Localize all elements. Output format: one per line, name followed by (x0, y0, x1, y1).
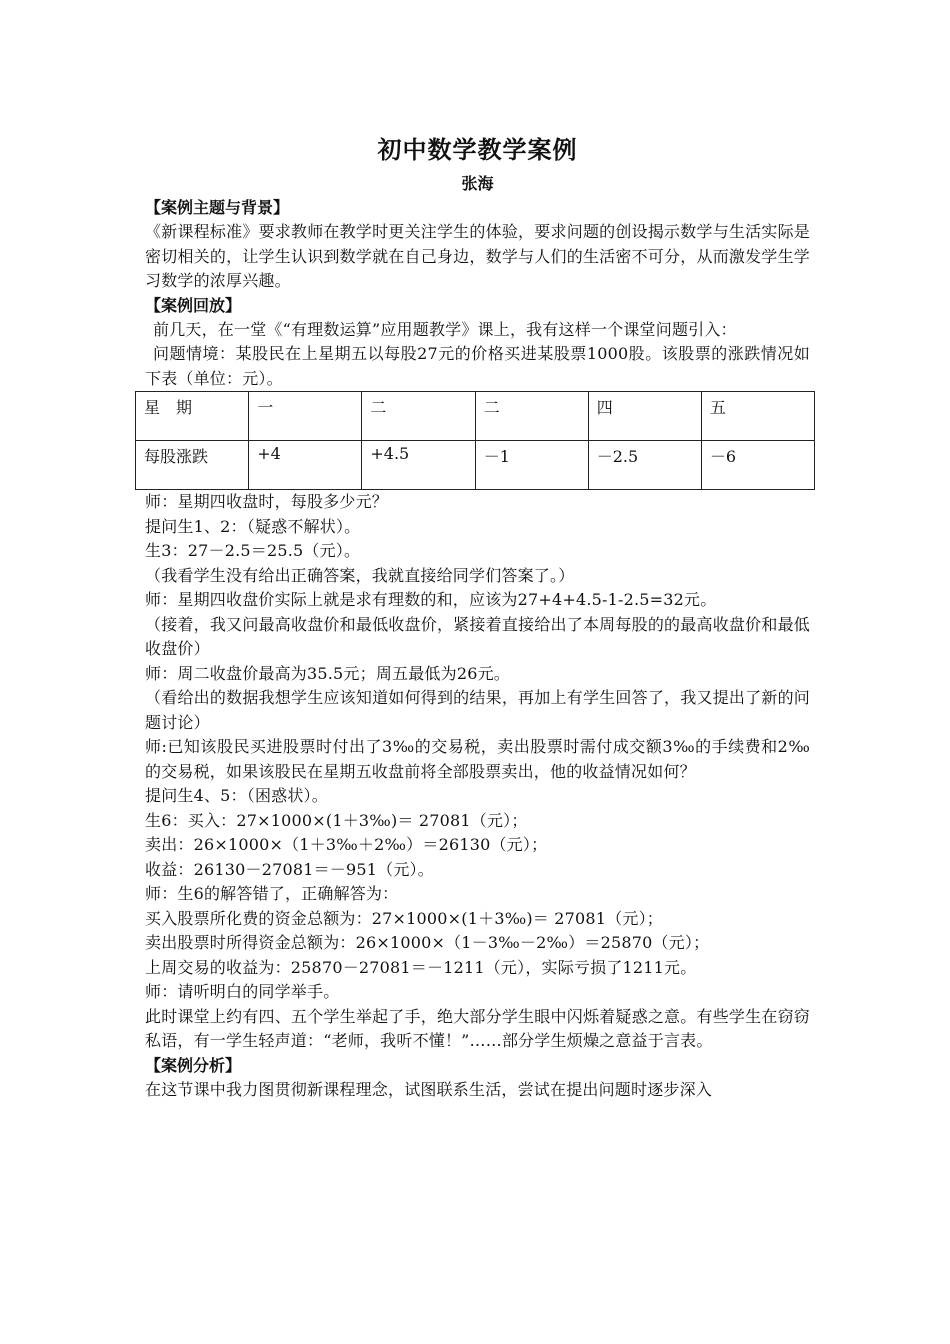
table-cell: +4.5 (362, 441, 475, 490)
table-cell: 二 (475, 392, 588, 441)
table-cell: －2.5 (588, 441, 701, 490)
dialogue-line: 收益：26130－27081＝－951（元）。 (145, 859, 434, 879)
table-cell: －1 (475, 441, 588, 490)
dialogue-line: （我看学生没有给出正确答案，我就直接给同学们答案了。） (145, 565, 575, 585)
dialogue-line: 师：生6的解答错了，正确解答为： (145, 884, 399, 903)
dialogue-line: 买入股票所化费的资金总额为：27×1000×(1＋3‰)＝ 27081（元）； (145, 908, 663, 928)
dialogue-line: 生3：27－2.5＝25.5（元）。 (145, 541, 361, 560)
stock-change-table (135, 391, 815, 490)
section-heading-analysis: 【案例分析】 (145, 1055, 242, 1075)
document-title: 初中数学教学案例 (377, 136, 578, 164)
dialogue-line: 提问生1、2：（疑惑不解状）。 (145, 516, 361, 536)
dialogue-line: 上周交易的收益为：25870－27081＝－1211（元），实际亏损了1211元。 (145, 957, 697, 977)
table-cell: +4 (249, 441, 362, 490)
dialogue-line: 师：星期四收盘价实际上就是求有理数的和，应该为27+4+4.5-1-2.5=32元。 (145, 590, 717, 609)
dialogue-line: （看给出的数据我想学生应该知道如何得到的结果，再加上有学生回答了，我又提出了新的问题讨论） (145, 688, 810, 732)
analysis-paragraph: 在这节课中我力图贯彻新课程理念，试图联系生活，尝试在提出问题时逐步深入 (145, 1079, 713, 1099)
dialogue-line: 生6：买入：27×1000×(1＋3‰)＝ 27081（元）； (145, 810, 528, 830)
dialogue-line: 此时课堂上约有四、五个学生举起了手，绝大部分学生眼中闪烁着疑惑之意。有些学生在窃窃私语，有一学生轻声道：“老师，我听不懂！”……部分学生烦燥之意益于言表。 (145, 1006, 810, 1050)
document-page (145, 130, 810, 1102)
table-header-row (136, 392, 815, 441)
dialogue-line: 师：星期四收盘时，每股多少元？ (145, 492, 389, 511)
table-cell: 每股涨跌 (136, 441, 249, 490)
dialogue-line: （接着，我又问最高收盘价和最低收盘价，紧接着直接给出了本周每股的的最高收盘价和最低收盘价） (145, 614, 810, 658)
table-cell: 一 (249, 392, 362, 441)
dialogue-line: 提问生4、5：（困惑状）。 (145, 786, 328, 805)
section-heading-replay: 【案例回放】 (145, 295, 242, 315)
dialogue-line: 师：周二收盘价最高为35.5元；周五最低为26元。 (145, 663, 510, 683)
background-paragraph: 《新课程标准》要求教师在教学时更关注学生的体验，要求问题的创设揭示数学与生活实际是密切相关的，让学生认识到数学就在自己身边，数学与人们的生活密不可分，从而激发学生学习数学的浓厚兴趣。 (145, 222, 810, 290)
dialogue-line: 师：请听明白的同学举手。 (145, 982, 340, 1001)
scenario-paragraph: 问题情境：某股民在上星期五以每股27元的价格买进某股票1000股。该股票的涨跌情况如下表（单位：元）。 (145, 344, 810, 388)
table-cell: 星 期 (136, 392, 249, 441)
table-cell: 二 (362, 392, 475, 441)
replay-intro-paragraph: 前几天，在一堂《“有理数运算”应用题教学》课上，我有这样一个课堂问题引入： (153, 319, 737, 339)
table-cell: 四 (588, 392, 701, 441)
document-author: 张海 (461, 174, 494, 193)
table-cell: 五 (701, 392, 814, 441)
dialogue-line: 卖出：26×1000×（1＋3‰＋2‰）＝26130（元）； (145, 835, 548, 854)
table-row (136, 441, 815, 490)
dialogue-line: 师:已知该股民买进股票时付出了3‰的交易税，卖出股票时需付成交额3‰的手续费和2‰的交易税，如果该股民在星期五收盘前将全部股票卖出，他的收益情况如何？ (145, 737, 810, 781)
section-heading-background: 【案例主题与背景】 (145, 198, 290, 217)
table-cell: －6 (701, 441, 814, 490)
dialogue-line: 卖出股票时所得资金总额为：26×1000×（1－3‰－2‰）＝25870（元）； (145, 933, 710, 952)
